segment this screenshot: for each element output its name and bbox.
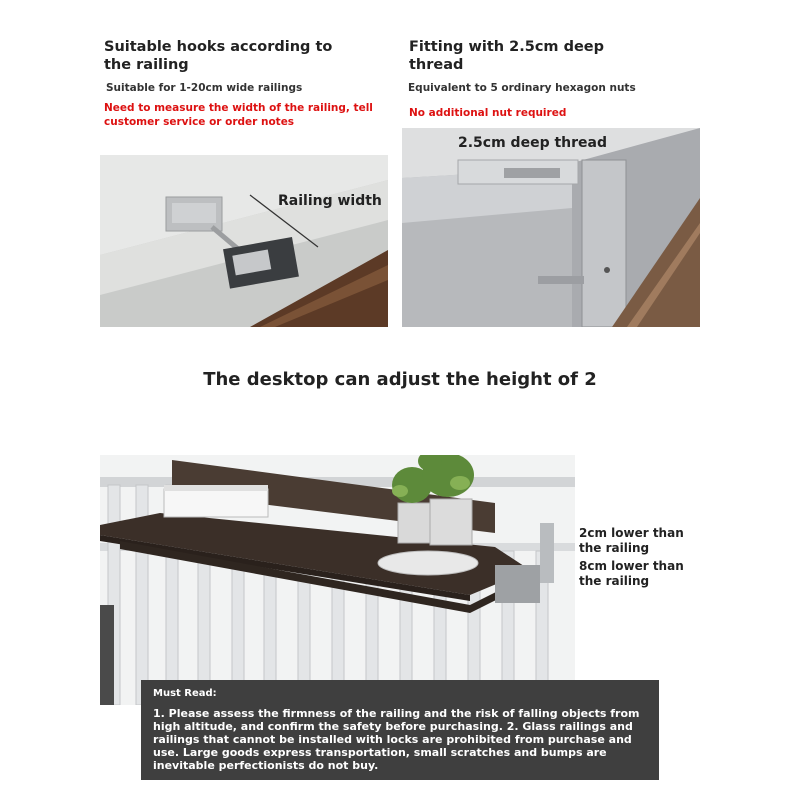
balcony-table-photo xyxy=(100,455,575,705)
must-read-notice xyxy=(141,680,659,780)
right-subtext: Equivalent to 5 ordinary hexagon nuts xyxy=(408,82,636,94)
notice-body: 1. Please assess the firmness of the railing and the risk of falling objects from high altitude, and confirm the safety before purchasing. 2. Glass railings and railings that cannot be installed with locks are prohibited from purchase and use. Large goods express transportation, small scratches and bumps are inevitable perfectionists do not buy. xyxy=(153,707,640,772)
left-heading: Suitable hooks according to the railing xyxy=(104,39,333,73)
right-heading: Fitting with 2.5cm deep thread xyxy=(409,39,604,73)
thread-fitting-photo xyxy=(402,128,700,327)
height-note-2cm: 2cm lower than the railing xyxy=(579,526,684,555)
thread-depth-label: 2.5cm deep thread xyxy=(458,135,607,151)
height-adjust-title: The desktop can adjust the height of 2 xyxy=(203,369,597,390)
railing-width-label: Railing width xyxy=(278,193,382,209)
railing-hook-photo xyxy=(100,155,388,327)
notice-title: Must Read: xyxy=(153,688,217,699)
right-warning: No additional nut required xyxy=(409,107,567,119)
height-note-8cm: 8cm lower than the railing xyxy=(579,559,684,588)
left-subtext: Suitable for 1-20cm wide railings xyxy=(106,82,303,94)
left-warning: Need to measure the width of the railing, tell customer service or order notes xyxy=(104,102,373,128)
